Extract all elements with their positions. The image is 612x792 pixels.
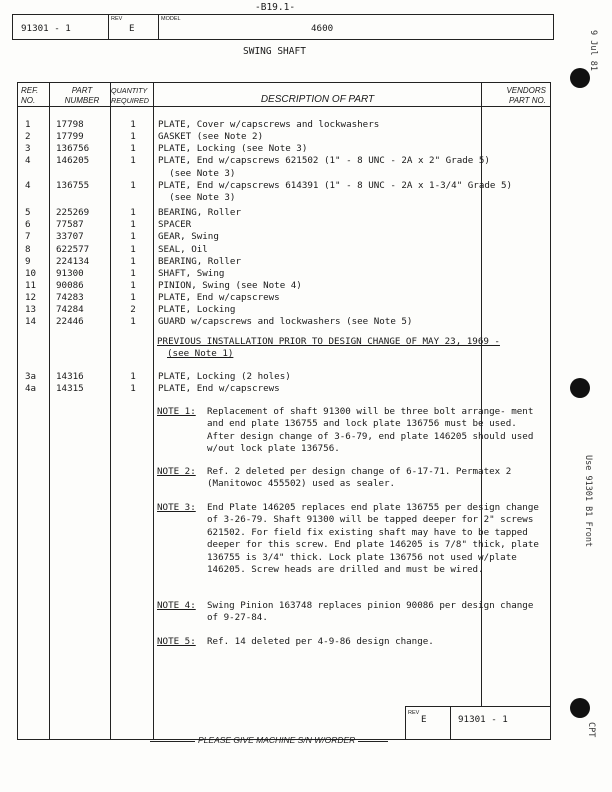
header-rev-value: E: [129, 23, 135, 34]
row-qty: 1: [130, 292, 136, 304]
row-part: 622577: [56, 243, 90, 255]
row-desc: PINION, Swing (see Note 4): [158, 279, 302, 291]
row-qty: 1: [130, 231, 136, 243]
previous-row-desc: PLATE, End w/capscrews: [158, 383, 280, 395]
col-header-description: DESCRIPTION OF PART: [260, 94, 375, 105]
row-ref: 6: [25, 219, 31, 231]
binder-hole-bottom: [570, 698, 590, 718]
header-model-label: MODEL: [161, 16, 181, 22]
col-header-ref: REF. NO.: [21, 86, 39, 105]
row-ref: 5: [25, 207, 31, 219]
side-label-middle: Use 91301 B1 Front: [583, 455, 593, 548]
row-qty: [115, 192, 151, 204]
row-ref: 9: [25, 255, 31, 267]
row-desc: GEAR, Swing: [158, 231, 219, 243]
header-rule: [17, 106, 551, 107]
note-label: NOTE 5:: [157, 636, 196, 647]
row-qty: 1: [130, 131, 136, 143]
row-qty: 1: [130, 219, 136, 231]
row-desc: PLATE, End w/capscrews 614391 (1" - 8 UNC - 2A x 1-3/4" Grade 5): [158, 179, 513, 191]
row-part: 22446: [56, 316, 84, 328]
row-part: [56, 168, 111, 180]
previous-row-ref: 3a: [25, 371, 37, 382]
binder-hole-middle: [570, 378, 590, 398]
note-5: [157, 636, 542, 648]
note-text: Ref. 14 deleted per 4-9-86 design change.: [207, 636, 434, 647]
note-text: Swing Pinion 163748 replaces pinion 90086 per design change of 9-27-84.: [207, 600, 534, 624]
note-label: NOTE 2:: [157, 466, 196, 477]
row-desc: BEARING, Roller: [158, 207, 241, 219]
row-ref: 2: [25, 131, 31, 143]
row-qty: 2: [130, 304, 136, 316]
row-desc: PLATE, Locking (see Note 3): [158, 143, 308, 155]
row-qty: 1: [130, 279, 136, 291]
row-part: 17799: [56, 131, 84, 143]
row-desc: PLATE, End w/capscrews 621502 (1" - 8 UNC - 2A x 2" Grade 5): [158, 155, 490, 167]
row-desc: BEARING, Roller: [158, 255, 241, 267]
row-part: 224134: [56, 255, 90, 267]
previous-row-part: 14315: [56, 383, 84, 395]
note-3: [157, 502, 542, 576]
row-part: 225269: [56, 207, 90, 219]
row-desc: GUARD w/capscrews and lockwashers (see Note 5): [158, 316, 413, 328]
footer-doc-number: 91301 - 1: [458, 714, 508, 725]
row-qty: 1: [130, 243, 136, 255]
note-1: [157, 406, 542, 456]
row-qty: 1: [130, 207, 136, 219]
previous-row-ref: 4a: [25, 383, 37, 395]
previous-row-part: 14316: [56, 371, 84, 382]
row-qty: 1: [130, 255, 136, 267]
footer-rev-value: E: [421, 714, 427, 725]
row-part: 136755: [56, 179, 90, 191]
row-ref: 3: [25, 143, 31, 155]
note-4: [157, 600, 542, 625]
previous-row-qty: 1: [130, 383, 136, 395]
col-header-vendors: VENDORS PART NO.: [506, 86, 546, 105]
row-part: 77587: [56, 219, 84, 231]
side-label-top: 9 Jul 81: [588, 30, 598, 71]
row-ref: 7: [25, 231, 31, 243]
header-doc-number: 91301 - 1: [21, 23, 71, 34]
previous-row-desc: PLATE, Locking (2 holes): [158, 371, 291, 382]
row-ref: 8: [25, 243, 31, 255]
row-desc: GASKET (see Note 2): [158, 131, 264, 143]
row-desc: (see Note 3): [158, 191, 236, 203]
row-ref: 14: [25, 316, 37, 328]
row-desc: PLATE, Cover w/capscrews and lockwashers: [158, 119, 380, 130]
previous-installation-note-ref: (see Note 1): [167, 348, 234, 359]
note-2: [157, 466, 542, 491]
row-part: 136756: [56, 143, 90, 155]
row-ref: 4: [25, 179, 31, 191]
row-desc: PLATE, End w/capscrews: [158, 292, 280, 304]
row-part: 146205: [56, 155, 90, 167]
row-ref: [25, 192, 49, 204]
footer-box-top: [405, 706, 551, 707]
col-header-part: PART NUMBER: [64, 86, 100, 105]
footer-rule-left: [150, 741, 195, 742]
row-desc: SEAL, Oil: [158, 243, 208, 255]
page-title: SWING SHAFT: [243, 46, 306, 57]
row-desc: (see Note 3): [158, 167, 236, 179]
row-part: 17798: [56, 119, 84, 130]
page-number: -B19.1-: [255, 2, 296, 13]
row-qty: 1: [130, 267, 136, 279]
row-desc: SHAFT, Swing: [158, 267, 225, 279]
footer-box-left: [405, 706, 406, 740]
row-qty: 1: [130, 143, 136, 155]
footer-text: PLEASE GIVE MACHINE S/N W/ORDER: [198, 735, 356, 745]
row-desc: SPACER: [158, 219, 192, 231]
binder-hole-top: [570, 68, 590, 88]
row-part: [56, 192, 111, 204]
row-part: 74284: [56, 304, 84, 316]
col-header-qty: QUANTITY REQUIRED: [111, 86, 149, 105]
previous-row-qty: 1: [130, 371, 136, 382]
footer-rev-label: REV: [408, 710, 420, 716]
row-qty: 1: [130, 155, 136, 167]
header-rev-label: REV: [111, 16, 123, 22]
footer-box-divider: [450, 706, 451, 740]
row-qty: 1: [130, 316, 136, 328]
note-text: Replacement of shaft 91300 will be three bolt arrange- ment and end plate 136755 and lock plate 136756 must be used. After design change of 3-6-79, end plate 146205 should used w/out lock plate 136756.: [207, 406, 534, 455]
row-ref: 11: [25, 279, 37, 291]
col-divider: [49, 82, 50, 740]
note-text: Ref. 2 deleted per design change of 6-17-71. Permatex 2 (Manitowoc 455502) used as sealer.: [207, 466, 512, 490]
col-divider: [153, 82, 154, 740]
row-part: 91300: [56, 267, 84, 279]
note-label: NOTE 1:: [157, 406, 196, 417]
note-label: NOTE 3:: [157, 502, 196, 513]
row-qty: [115, 168, 151, 180]
footer-rule-right: [358, 741, 388, 742]
row-ref: 13: [25, 304, 37, 316]
row-qty: 1: [130, 179, 136, 191]
row-qty: 1: [130, 119, 136, 130]
row-part: 90086: [56, 279, 84, 291]
row-ref: 12: [25, 292, 37, 304]
previous-installation-heading: PREVIOUS INSTALLATION PRIOR TO DESIGN CHANGE OF MAY 23, 1969 -: [157, 336, 500, 347]
note-text: End Plate 146205 replaces end plate 136755 per design change of 3-26-79. Shaft 91300 will be tapped deeper for 2" screws 621502. For field fix existing shaft may have to be tapped deeper for this screw. End plate 146205 is 7/8" thick, plate 136755 is 3/4" thick. Lock plate 136756 not used w/plate 146205. Screw heads are drilled and must be wired.: [207, 502, 539, 576]
row-desc: PLATE, Locking: [158, 304, 236, 316]
row-ref: 1: [25, 119, 31, 130]
header-box: [12, 14, 554, 40]
row-ref: 10: [25, 267, 37, 279]
header-model-value: 4600: [311, 23, 334, 34]
note-label: NOTE 4:: [157, 600, 196, 611]
row-ref: 4: [25, 155, 31, 167]
row-part: 74283: [56, 292, 84, 304]
side-label-bottom: CPT: [586, 722, 596, 738]
row-ref: [25, 168, 49, 180]
row-part: 33707: [56, 231, 84, 243]
